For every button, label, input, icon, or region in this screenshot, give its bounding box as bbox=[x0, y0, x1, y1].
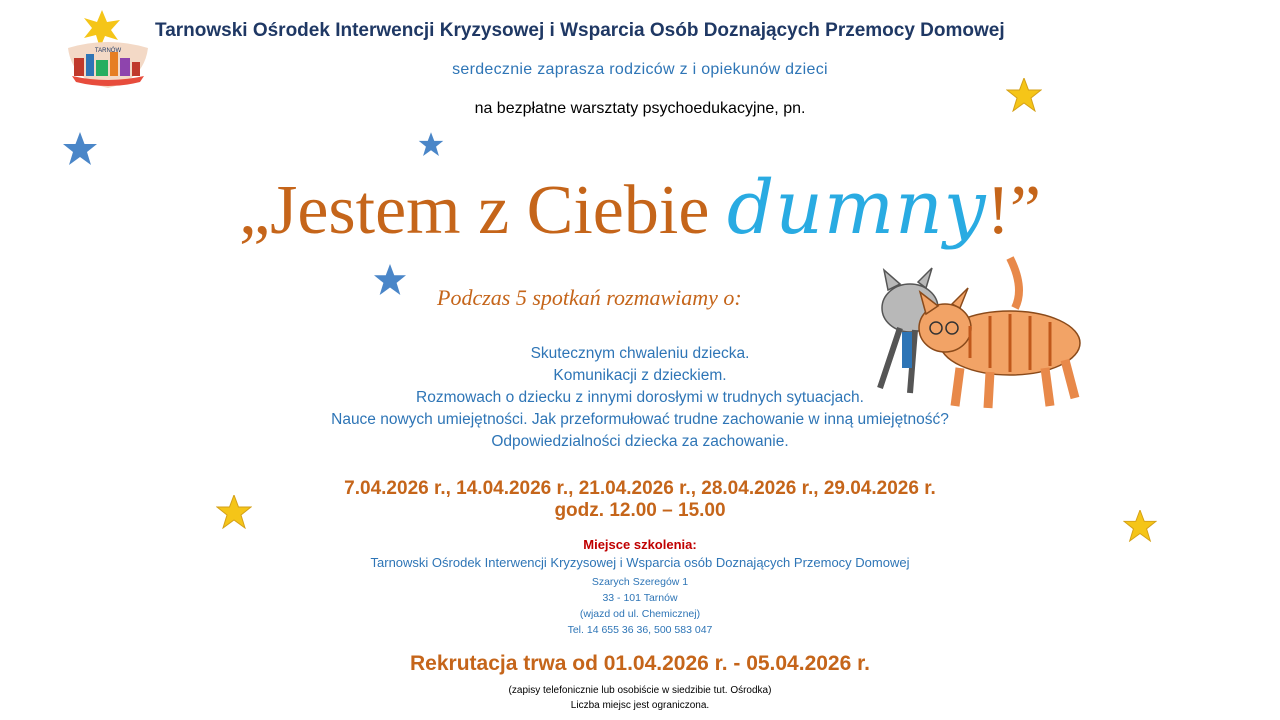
main-title bbox=[0, 165, 1280, 251]
meeting-hours: godz. 12.00 – 15.00 bbox=[554, 500, 726, 521]
signup-notes bbox=[0, 683, 1280, 713]
organization-title: Tarnowski Ośrodek Interwencji Kryzysowej i Wsparcia Osób Doznających Przemocy Domowej bbox=[155, 20, 1005, 41]
topic-item: Rozmowach o dziecku z innymi dorosłymi w trudnych sytuacjach. bbox=[416, 389, 864, 406]
workshop-intro: na bezpłatne warsztaty psychoedukacyjne, pn. bbox=[474, 100, 806, 117]
address-city: 33 - 101 Tarnów bbox=[602, 592, 678, 604]
address-block bbox=[0, 574, 1280, 638]
address-street: Szarych Szeregów 1 bbox=[591, 576, 689, 588]
title-accent: dumny bbox=[726, 165, 987, 251]
svg-text:TARNÓW: TARNÓW bbox=[94, 48, 122, 54]
place-label: Miejsce szkolenia: bbox=[583, 537, 697, 552]
place-organization: Tarnowski Ośrodek Interwencji Kryzysowej i Wsparcia osób Doznających Przemocy Domowej bbox=[370, 555, 910, 570]
topics-list bbox=[0, 343, 1280, 453]
contact-phone: Tel. 14 655 36 36, 500 583 047 bbox=[567, 624, 713, 636]
blue-star-icon bbox=[373, 264, 407, 296]
address-entrance: (wjazd od ul. Chemicznej) bbox=[579, 608, 701, 620]
meeting-dates: 7.04.2026 r., 14.04.2026 r., 21.04.2026 r., 28.04.2026 r., 29.04.2026 r. bbox=[344, 478, 936, 499]
gold-star-icon bbox=[1006, 78, 1042, 112]
signup-method: (zapisy telefonicznie lub osobiście w siedzibie tut. Ośrodka) bbox=[508, 685, 772, 696]
blue-star-icon bbox=[418, 132, 444, 157]
title-part2: !” bbox=[986, 172, 1041, 249]
topic-item: Skutecznym chwaleniu dziecka. bbox=[530, 345, 750, 362]
meetings-subheading: Podczas 5 spotkań rozmawiamy o: bbox=[437, 285, 742, 310]
title-part1: „Jestem z Ciebie bbox=[239, 172, 727, 249]
limited-places: Liczba miejsc jest ograniczona. bbox=[570, 700, 710, 711]
topic-item: Komunikacji z dzieckiem. bbox=[553, 367, 727, 384]
dates-block bbox=[0, 478, 1280, 522]
recruitment-period: Rekrutacja trwa od 01.04.2026 r. - 05.04.2026 r. bbox=[410, 652, 870, 675]
topic-item: Nauce nowych umiejętności. Jak przeformułować trudne zachowanie w inną umiejętność? bbox=[331, 411, 949, 428]
topic-item: Odpowiedzialności dziecka za zachowanie. bbox=[491, 433, 789, 450]
blue-star-icon bbox=[62, 132, 98, 166]
invitation-text: serdecznie zaprasza rodziców z i opiekunów dzieci bbox=[452, 61, 828, 78]
